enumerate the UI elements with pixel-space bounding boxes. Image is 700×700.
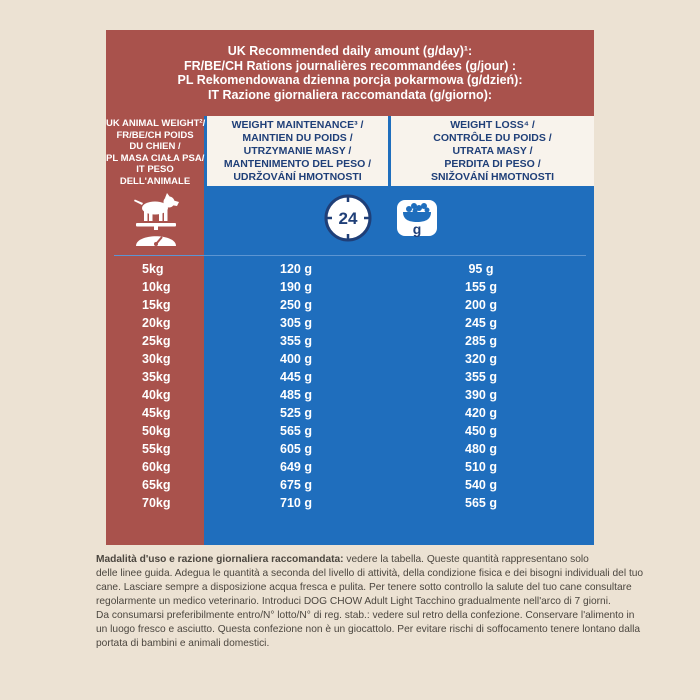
weight-cell: 60kg xyxy=(142,460,171,474)
weight-cell: 35kg xyxy=(142,370,171,384)
table-row xyxy=(106,280,594,298)
weight-cell: 10kg xyxy=(142,280,171,294)
loss-cell: 285 g xyxy=(465,334,497,348)
maintenance-cell: 355 g xyxy=(280,334,312,348)
feeding-table xyxy=(106,30,594,545)
maintenance-cell: 485 g xyxy=(280,388,312,402)
instructions-text: vedere la tabella. Queste quantità rappresentano solo xyxy=(343,554,589,565)
weight-header-line: DELL'ANIMALE xyxy=(119,175,191,187)
table-row xyxy=(106,298,594,316)
table-row xyxy=(106,478,594,496)
weight-cell: 20kg xyxy=(142,316,171,330)
loss-header-line: UTRATA MASY / xyxy=(452,144,533,157)
loss-cell: 155 g xyxy=(465,280,497,294)
loss-header-line: CONTRÔLE DU POIDS / xyxy=(433,131,552,144)
loss-cell: 565 g xyxy=(465,496,497,510)
instructions-line xyxy=(96,553,616,567)
maintenance-cell: 400 g xyxy=(280,352,312,366)
loss-cell: 450 g xyxy=(465,424,497,438)
table-row xyxy=(106,424,594,442)
table-row xyxy=(106,388,594,406)
instructions-lead: Madalità d'uso e razione giornaliera raccomandata: xyxy=(96,554,344,565)
feeding-table-header xyxy=(106,30,594,116)
loss-cell: 480 g xyxy=(465,442,497,456)
instructions-line: delle linee guida. Adegua le quantità a seconda del livello di attività, della condizione fisica e dei bisogni individuali del tuo xyxy=(96,568,644,579)
table-row xyxy=(106,460,594,478)
loss-cell: 510 g xyxy=(465,460,497,474)
maintenance-cell: 120 g xyxy=(280,262,312,276)
loss-cell: 245 g xyxy=(465,316,497,330)
header-line-uk: UK Recommended daily amount (g/day)¹: xyxy=(227,44,473,58)
table-row xyxy=(106,352,594,370)
weight-header-line: PL MASA CIAŁA PSA/ xyxy=(106,152,205,164)
instructions-line: un luogo fresco e asciutto. Questa confezione non è un giocattolo. Per evitare rischi di soffocamento tenere lontano dalla xyxy=(96,624,641,635)
weight-header-line: UK ANIMAL WEIGHT²/ xyxy=(106,118,206,129)
weight-loss-header xyxy=(391,116,594,186)
maintenance-header-line: MAINTIEN DU POIDS / xyxy=(242,131,353,144)
instructions-line: Da consumarsi preferibilmente entro/N° lotto/N° di reg. stab.: vedere sul retro della confezione. Conservare l'alimento in xyxy=(96,610,635,621)
loss-header-line: SNIŽOVÁNÍ HMOTNOSTI xyxy=(430,170,555,183)
weight-header-line: FR/BE/CH POIDS xyxy=(116,129,194,141)
weight-cell: 55kg xyxy=(142,442,171,456)
loss-header-line: WEIGHT LOSS⁴ / xyxy=(450,118,535,131)
table-row xyxy=(106,370,594,388)
loss-cell: 420 g xyxy=(465,406,497,420)
weight-cell: 15kg xyxy=(142,298,171,312)
loss-cell: 540 g xyxy=(465,478,497,492)
weight-cell: 5kg xyxy=(142,262,164,276)
table-row xyxy=(106,334,594,352)
food-bowl-icon xyxy=(395,196,439,240)
weight-cell: 65kg xyxy=(142,478,171,492)
table-row xyxy=(106,496,594,514)
maintenance-cell: 305 g xyxy=(280,316,312,330)
instructions-line: regolarmente un medico veterinario. Introduci DOG CHOW Adult Light Tacchino gradualmente nell'arco di 7 giorni. xyxy=(96,596,611,607)
weight-column-header xyxy=(106,116,204,187)
loss-cell: 320 g xyxy=(465,352,497,366)
24-hour-clock-icon xyxy=(322,192,374,244)
clock-label: 24 xyxy=(338,209,358,228)
loss-cell: 355 g xyxy=(465,370,497,384)
maintenance-cell: 710 g xyxy=(280,496,312,510)
dog-on-scale-icon xyxy=(128,192,184,250)
instructions-line: cane. Lasciare sempre a disposizione acqua fresca e pulita. Per tenere sotto controllo la salute del tuo cane consultare xyxy=(96,582,632,593)
header-line-it: IT Razione giornaliera raccomandata (g/giorno): xyxy=(207,87,493,102)
weight-header-line: DU CHIEN / xyxy=(129,141,181,152)
usage-instructions xyxy=(96,553,644,651)
maintenance-header-line: UTRZYMANIE MASY / xyxy=(243,144,352,157)
maintenance-cell: 250 g xyxy=(280,298,312,312)
maintenance-cell: 565 g xyxy=(280,424,312,438)
header-line-pl: PL Rekomendowana dzienna porcja pokarmowa (g/dzień): xyxy=(177,73,523,87)
table-row xyxy=(106,406,594,424)
maintenance-cell: 445 g xyxy=(280,370,312,384)
maintenance-cell: 190 g xyxy=(280,280,312,294)
loss-header-line: PERDITA DI PESO / xyxy=(444,157,541,170)
weight-header-line: IT PESO xyxy=(136,164,174,175)
maintenance-cell: 675 g xyxy=(280,478,312,492)
table-row xyxy=(106,262,594,280)
header-line-fr: FR/BE/CH Rations journalières recommandées (g/jour) : xyxy=(183,58,516,73)
table-row xyxy=(106,316,594,334)
table-row xyxy=(106,442,594,460)
maintenance-cell: 605 g xyxy=(280,442,312,456)
maintenance-cell: 525 g xyxy=(280,406,312,420)
weight-cell: 50kg xyxy=(142,424,171,438)
weight-cell: 45kg xyxy=(142,406,171,420)
loss-cell: 390 g xyxy=(465,388,497,402)
loss-cell: 95 g xyxy=(468,262,494,276)
bowl-label: g xyxy=(412,221,422,237)
weight-cell: 40kg xyxy=(142,388,171,402)
weight-cell: 25kg xyxy=(142,334,171,348)
loss-cell: 200 g xyxy=(465,298,497,312)
maintenance-cell: 649 g xyxy=(280,460,312,474)
instructions-line: portata di bambini e animali domestici. xyxy=(96,638,270,649)
weight-cell: 70kg xyxy=(142,496,171,510)
table-divider xyxy=(114,255,586,256)
maintenance-header-line: MANTENIMENTO DEL PESO / xyxy=(223,157,372,170)
weight-cell: 30kg xyxy=(142,352,171,366)
weight-maintenance-header xyxy=(207,116,388,186)
maintenance-header-line: WEIGHT MAINTENANCE³ / xyxy=(231,118,364,131)
maintenance-header-line: UDRŽOVÁNÍ HMOTNOSTI xyxy=(233,170,362,183)
